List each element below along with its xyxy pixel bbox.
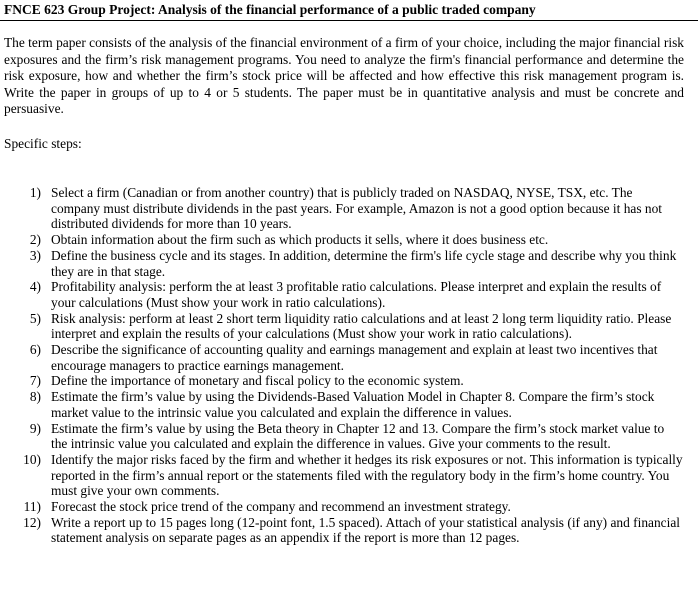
step-text: Describe the significance of accounting quality and earnings management and explain at least two incentives that encourage managers to practice earnings management. bbox=[51, 342, 658, 373]
step-number: 3 ) bbox=[0, 248, 41, 264]
step-text: Estimate the firm’s value by using the Beta theory in Chapter 12 and 13. Compare the firm’s stock market value to the intrinsic value you calculated and explain the difference in values. Give your comments to the result. bbox=[51, 420, 665, 452]
step-item bbox=[0, 232, 683, 248]
step-item bbox=[0, 279, 683, 310]
step-number: 11 ) bbox=[0, 499, 41, 515]
step-item bbox=[0, 515, 683, 546]
step-item bbox=[0, 389, 683, 420]
step-number: 9 ) bbox=[0, 421, 41, 437]
step-text: Select a firm (Canadian or from another country) that is publicly traded on NASDAQ, NYSE, TSX, etc. The company must distribute dividends in the past years. For example, Amazon is not a good option because it has not distributed dividends for more than 10 years. bbox=[51, 185, 663, 232]
step-item bbox=[0, 311, 683, 342]
step-number: 1 ) bbox=[0, 185, 41, 201]
step-item bbox=[0, 499, 683, 515]
step-text: Define the business cycle and its stages. In addition, determine the firm's life cycle stage and describe why you think they are in that stage. bbox=[51, 247, 677, 279]
specific-steps-label: Specific steps: bbox=[4, 136, 82, 151]
step-text: Estimate the firm’s value by using the Dividends-Based Valuation Model in Chapter 8. Compare the firm’s stock market value to the intrinsic value you calculated and explain the difference in values. bbox=[51, 389, 655, 420]
step-text: Risk analysis: perform at least 2 short term liquidity ratio calculations and at least 2 long term liquidity ratio. Please interpret and explain the results of your calculations (Must show your work in ratio calculations). bbox=[51, 310, 672, 342]
step-number: 7 ) bbox=[0, 373, 41, 389]
step-number: 6 ) bbox=[0, 342, 41, 358]
intro-paragraph: The term paper consists of the analysis of the financial environment of a firm of your choice, including the major financial risk exposures and the firm’s risk management programs. You need to analyze the firm's financial performance and determine the risk exposure, how and whether the firm’s stock price will be affected and how effective this risk management program is. Write the paper in groups of up to 4 or 5 students. The paper must be in quantitative analysis and must be concrete and persuasive. bbox=[4, 35, 684, 116]
step-number: 2 ) bbox=[0, 232, 41, 248]
step-item bbox=[0, 452, 683, 499]
step-text: Forecast the stock price trend of the company and recommend an investment strategy. bbox=[51, 499, 511, 515]
step-number: 8 ) bbox=[0, 389, 41, 405]
step-text: Define the importance of monetary and fiscal policy to the economic system. bbox=[51, 373, 464, 389]
step-item bbox=[0, 342, 683, 373]
step-number: 4 ) bbox=[0, 279, 41, 295]
step-number: 12 ) bbox=[0, 515, 41, 531]
step-number: 5 ) bbox=[0, 311, 41, 327]
step-text: Identify the major risks faced by the firm and whether it hedges its risk exposures or not. This information is typically reported in the firm’s annual report or the statements filed with the regulatory body in the firm’s home country. You must give your own comments. bbox=[51, 451, 683, 499]
step-text: Obtain information about the firm such as which products it sells, where it does business etc. bbox=[51, 232, 549, 248]
document-title: FNCE 623 Group Project: Analysis of the financial performance of a public traded company bbox=[4, 2, 536, 17]
step-text: Profitability analysis: perform the at least 3 profitable ratio calculations. Please interpret and explain the results of your calculations (Must show your work in ratio calculations). bbox=[51, 279, 662, 310]
step-number: 10 ) bbox=[0, 452, 41, 468]
step-text: Write a report up to 15 pages long (12-point font, 1.5 spaced). Attach of your statistical analysis (if any) and financial statement analysis on separate pages as an appendix if the report is more than 12 pages. bbox=[51, 514, 681, 546]
step-item bbox=[0, 373, 683, 389]
step-item bbox=[0, 185, 683, 232]
steps-list bbox=[0, 185, 698, 546]
step-item bbox=[0, 421, 683, 452]
title-underline bbox=[0, 20, 698, 21]
step-item bbox=[0, 248, 683, 279]
